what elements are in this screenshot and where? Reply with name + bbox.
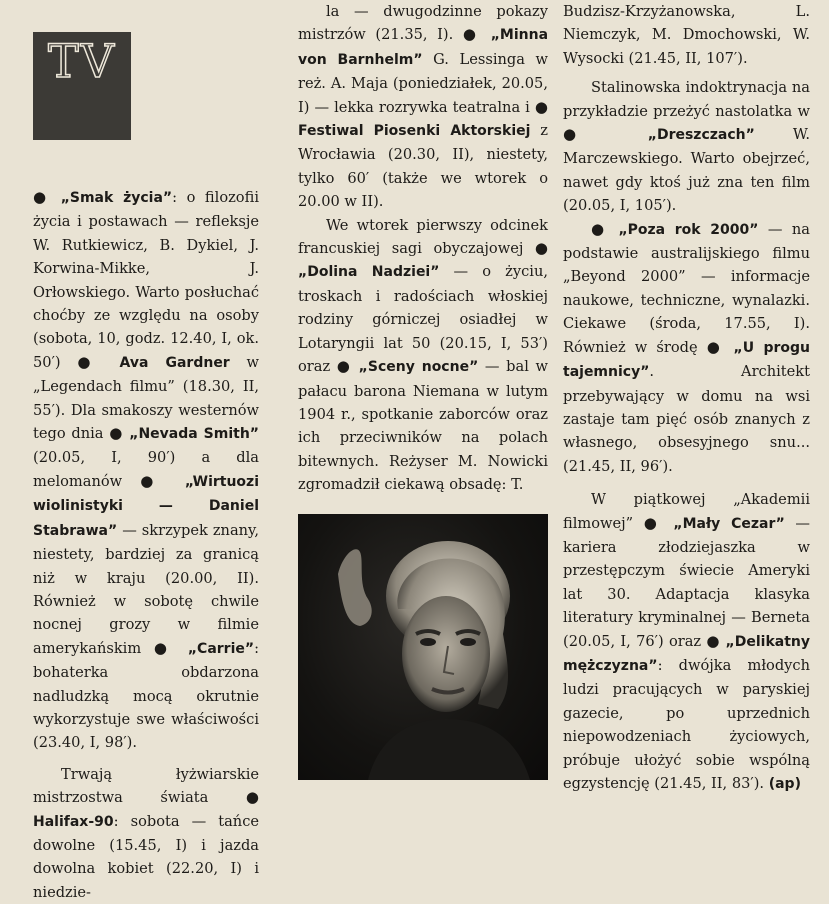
article-paragraph bbox=[298, 0, 548, 214]
program-title: „Sceny nocne” bbox=[358, 359, 479, 376]
body-text: (20.05, I, 90′) a dla melomanów bbox=[33, 449, 259, 490]
body-text: — kariera złodziejaszka w przestępczym świecie Ameryki lat 30. Adaptacja klasyka literatury kryminalnej — Berneta (20.05, I, 76′) oraz bbox=[563, 514, 810, 650]
program-title: „Dolina Nadziei” bbox=[298, 264, 440, 281]
body-text: : bohaterka obdarzona nadludzką mocą okrutnie wykorzystuje swe właściwości (23.40, I, 98′). bbox=[33, 639, 259, 752]
column-2 bbox=[298, 0, 548, 799]
body-text: . Architekt przebywający w domu na wsi zastaje tam pięć osób znanych z własnego, obsesyjnego snu... (21.45, II, 96′). bbox=[563, 363, 810, 475]
column-3 bbox=[563, 0, 810, 799]
bullet-icon: ● bbox=[33, 188, 61, 206]
body-text: — skrzypek znany, niestety, bardziej za granicą niż w kraju (20.00, II). Również w sobotę chwile nocnej grozy w filmie amerykańskim bbox=[33, 521, 259, 657]
article-paragraph bbox=[298, 214, 548, 497]
program-title: „Smak życia” bbox=[60, 190, 173, 206]
bullet-icon: ● bbox=[706, 337, 734, 356]
article-paragraph bbox=[563, 488, 810, 796]
bullet-icon: ● bbox=[77, 352, 120, 371]
body-text: Budzisz-Krzyżanowska, L. Niemczyk, M. Dmochowski, W. Wysocki (21.45, II, 107′). bbox=[563, 3, 810, 67]
bullet-icon: ● bbox=[534, 239, 548, 258]
body-text: la — dwugodzinne pokazy mistrzów (21.35, I). bbox=[298, 3, 548, 44]
body-text: — na podstawie australijskiego filmu „Beyond 2000” — informacje naukowe, techniczne, wynalazki. Ciekawe (środa, 17.55, I). Również w środę bbox=[563, 220, 810, 356]
article-paragraph bbox=[33, 763, 259, 904]
body-text: W piątkowej „Akademii filmowej” bbox=[563, 491, 810, 532]
program-title: „U progu tajemnicy” bbox=[563, 339, 810, 381]
bullet-icon: ● bbox=[643, 513, 674, 532]
body-text: : sobota — tańce dowolne (15.45, I) i jazda dowolna kobiet (22.20, I) i niedzie- bbox=[33, 812, 259, 901]
article-paragraph bbox=[563, 218, 810, 478]
program-title: „Carrie” bbox=[187, 640, 255, 657]
bullet-icon: ● bbox=[706, 631, 726, 650]
bullet-icon: ● bbox=[591, 219, 619, 238]
program-title: „Poza rok 2000” bbox=[618, 221, 759, 238]
body-text: — o życiu, troskach i radościach włoskiej rodziny górniczej osiadłej w Lotaryngii lat 50 (20.15, I, 53′) oraz bbox=[298, 263, 548, 376]
program-title: „Minna von Barnhelm” bbox=[298, 27, 549, 68]
column-1 bbox=[33, 0, 260, 901]
body-text: z Wrocławia (20.30, II), niestety, tylko 60′ (także we wtorek o 20.00 w II). bbox=[298, 122, 548, 211]
program-title: (ap) bbox=[768, 776, 801, 792]
program-title: Festiwal Piosenki Aktorskiej bbox=[298, 123, 531, 140]
body-text: w „Legendach filmu” (18.30, II, 55′). Dla smakoszy westernów tego dnia bbox=[33, 353, 260, 443]
program-title: Halifax-90 bbox=[33, 813, 114, 830]
bullet-icon: ● bbox=[153, 638, 188, 657]
body-text: : o filozofii życia i postawach — refleksje W. Rutkiewicz, B. Dykiel, J. Korwina-Mikke, J. Orłowskiego. Warto posłuchać choćby ze względu na osoby (sobota, 10, godz. 12.40, I, ok. 50′) bbox=[33, 189, 259, 371]
bullet-icon: ● bbox=[534, 97, 548, 116]
program-title: „Mały Cezar” bbox=[673, 515, 785, 532]
program-title: „Delikatny mężczyzna” bbox=[563, 633, 810, 674]
bullet-icon: ● bbox=[109, 424, 130, 443]
body-text: G. Lessinga w reż. A. Maja (poniedziałek, 20.05, I) — lekka rozrywka teatralna i bbox=[298, 50, 549, 116]
bullet-icon: ● bbox=[140, 471, 185, 490]
portrait-image bbox=[298, 514, 548, 780]
body-text: We wtorek pierwszy odcinek francuskiej sagi obyczajowej bbox=[298, 216, 548, 258]
tv-logo-text: TV bbox=[48, 34, 116, 88]
article-paragraph bbox=[563, 0, 810, 70]
program-title: „Dreszczach” bbox=[647, 127, 755, 144]
program-title: „Wirtuozi wiolinistyki — Daniel Stabrawa” bbox=[33, 473, 259, 539]
article-paragraph bbox=[563, 76, 810, 217]
tv-logo bbox=[33, 32, 131, 140]
bullet-icon: ● bbox=[462, 25, 491, 44]
body-text: : dwójka młodych ludzi pracujących w paryskiej gazecie, po uprzednich niepowodzeniach życiowych, próbuje ułożyć sobie wspólną egzystencję (21.45, II, 83′). bbox=[563, 656, 810, 792]
body-text: Trwają łyżwiarskie mistrzostwa świata bbox=[33, 765, 259, 807]
bullet-icon: ● bbox=[245, 788, 259, 807]
program-title: Ava Gardner bbox=[119, 354, 230, 371]
body-text: W. Marczewskiego. Warto obejrzeć, nawet gdy ktoś już zna ten film (20.05, I, 105′). bbox=[563, 126, 810, 215]
actress-photo bbox=[298, 514, 548, 780]
program-title: „Nevada Smith” bbox=[129, 426, 259, 443]
body-text: Stalinowska indoktrynacja na przykładzie przeżyć nastolatka w bbox=[563, 79, 810, 120]
article-paragraph bbox=[33, 186, 259, 755]
bullet-icon: ● bbox=[563, 125, 648, 144]
bullet-icon: ● bbox=[336, 357, 359, 376]
body-text: — bal w pałacu barona Niemana w lutym 1904 r., spotkanie zaborców oraz ich przeciwników na polach bitewnych. Reżyser M. Nowicki zgromadził ciekawą obsadę: T. bbox=[298, 358, 549, 494]
